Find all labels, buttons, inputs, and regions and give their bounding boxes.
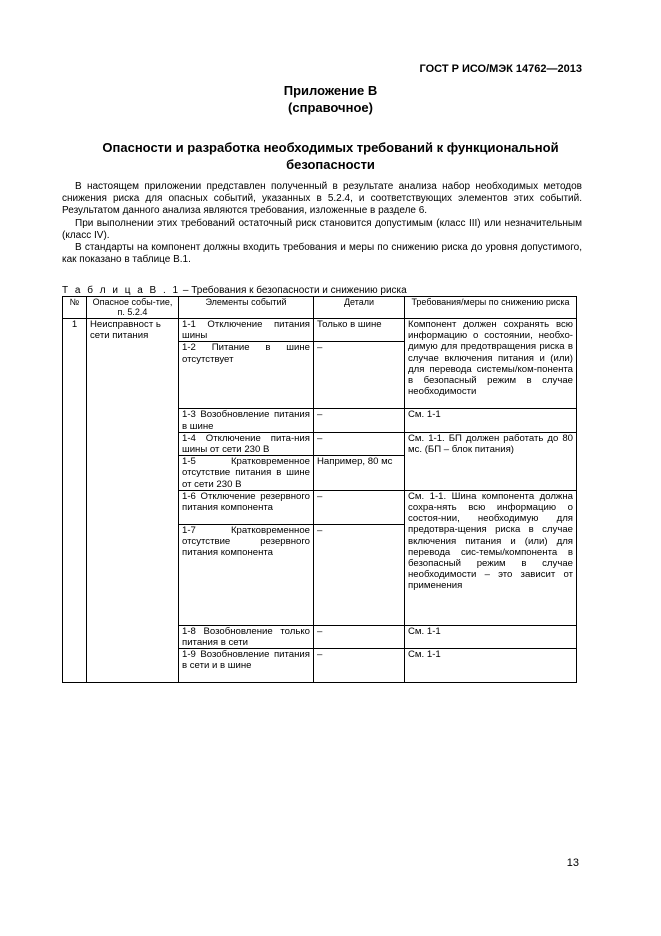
row-number: 1	[63, 319, 87, 683]
table-row	[63, 319, 577, 342]
requirement-cell: См. 1-1. БП должен работать до 80 мс. (БП – блок питания)	[405, 432, 577, 490]
element-cell: 1-2 Питание в шине отсутствует	[179, 342, 314, 409]
header-hazard: Опасное собы-тие, п. 5.2.4	[87, 297, 179, 319]
detail-cell: –	[314, 342, 405, 409]
detail-cell: –	[314, 409, 405, 432]
requirement-cell: Компонент должен сохранять всю информацию о состоянии, необхо-димую для предотвращения риска в случае включения питания и (или) для перевода системы/ком-понента в безопасный режим в случае необходимости	[405, 319, 577, 409]
safety-requirements-table	[62, 296, 577, 683]
element-cell: 1-7 Кратковременное отсутствие резервного питания компонента	[179, 524, 314, 625]
element-cell: 1-9 Возобновление питания в сети и в шине	[179, 649, 314, 683]
element-cell: 1-4 Отключение пита-ния шины от сети 230 В	[179, 432, 314, 455]
section-title-line2: безопасности	[286, 157, 375, 172]
paragraph: В стандарты на компонент должны входить требования и меры по снижению риска до уровня допустимого, как показано в таблице В.1.	[62, 242, 582, 266]
paragraph: При выполнении этих требований остаточный риск становится допустимым (класс III) или незначительным (класс IV).	[62, 217, 582, 241]
header-requirements: Требования/меры по снижению риска	[405, 297, 577, 319]
appendix-heading	[0, 82, 661, 116]
element-cell: 1-6 Отключение резервного питания компонента	[179, 490, 314, 524]
page-number: 13	[566, 857, 579, 869]
detail-cell: –	[314, 649, 405, 683]
table-header-row	[63, 297, 577, 319]
table-caption-label: Т а б л и ц а В . 1	[62, 285, 181, 296]
requirement-cell: См. 1-1	[405, 625, 577, 648]
requirement-cell: См. 1-1. Шина компонента должна сохра-нять всю информацию о состоя-нии, необходимую для предотвра-щения риска в случае включения питания и (или) для перевода сис-темы/компонента в безопасный режим в случае необходимости – это зависит от применения	[405, 490, 577, 625]
appendix-title: Приложение В	[283, 83, 378, 98]
element-cell: 1-3 Возобновление питания в шине	[179, 409, 314, 432]
hazard-cell: Неисправност ь сети питания	[87, 319, 179, 683]
requirement-cell: См. 1-1	[405, 649, 577, 683]
table-caption	[62, 285, 407, 296]
detail-cell: Например, 80 мс	[314, 456, 405, 491]
header-elements: Элементы событий	[179, 297, 314, 319]
element-cell: 1-1 Отключение питания шины	[179, 319, 314, 342]
detail-cell: –	[314, 490, 405, 524]
element-cell: 1-8 Возобновление только питания в сети	[179, 625, 314, 648]
detail-cell: –	[314, 524, 405, 625]
element-cell: 1-5 Кратковременное отсутствие питания в шине от сети 230 В	[179, 456, 314, 491]
paragraph: В настоящем приложении представлен полученный в результате анализа набор необходимых методов снижения риска для опасных событий, указанных в 5.2.4, и соответствующих элементов этих событий. Результатом данного анализа являются требования, изложенные в разделе 6.	[62, 181, 582, 217]
requirement-cell: См. 1-1	[405, 409, 577, 432]
section-title	[0, 139, 661, 173]
header-number: №	[63, 297, 87, 319]
detail-cell: Только в шине	[314, 319, 405, 342]
appendix-subtitle: (справочное)	[288, 100, 373, 115]
intro-text	[62, 181, 582, 266]
header-details: Детали	[314, 297, 405, 319]
detail-cell: –	[314, 432, 405, 455]
standard-designation: ГОСТ Р ИСО/МЭК 14762—2013	[419, 63, 582, 75]
detail-cell: –	[314, 625, 405, 648]
section-title-line1: Опасности и разработка необходимых требований к функциональной	[102, 140, 559, 155]
table-caption-text: – Требования к безопасности и снижению риска	[180, 285, 407, 296]
